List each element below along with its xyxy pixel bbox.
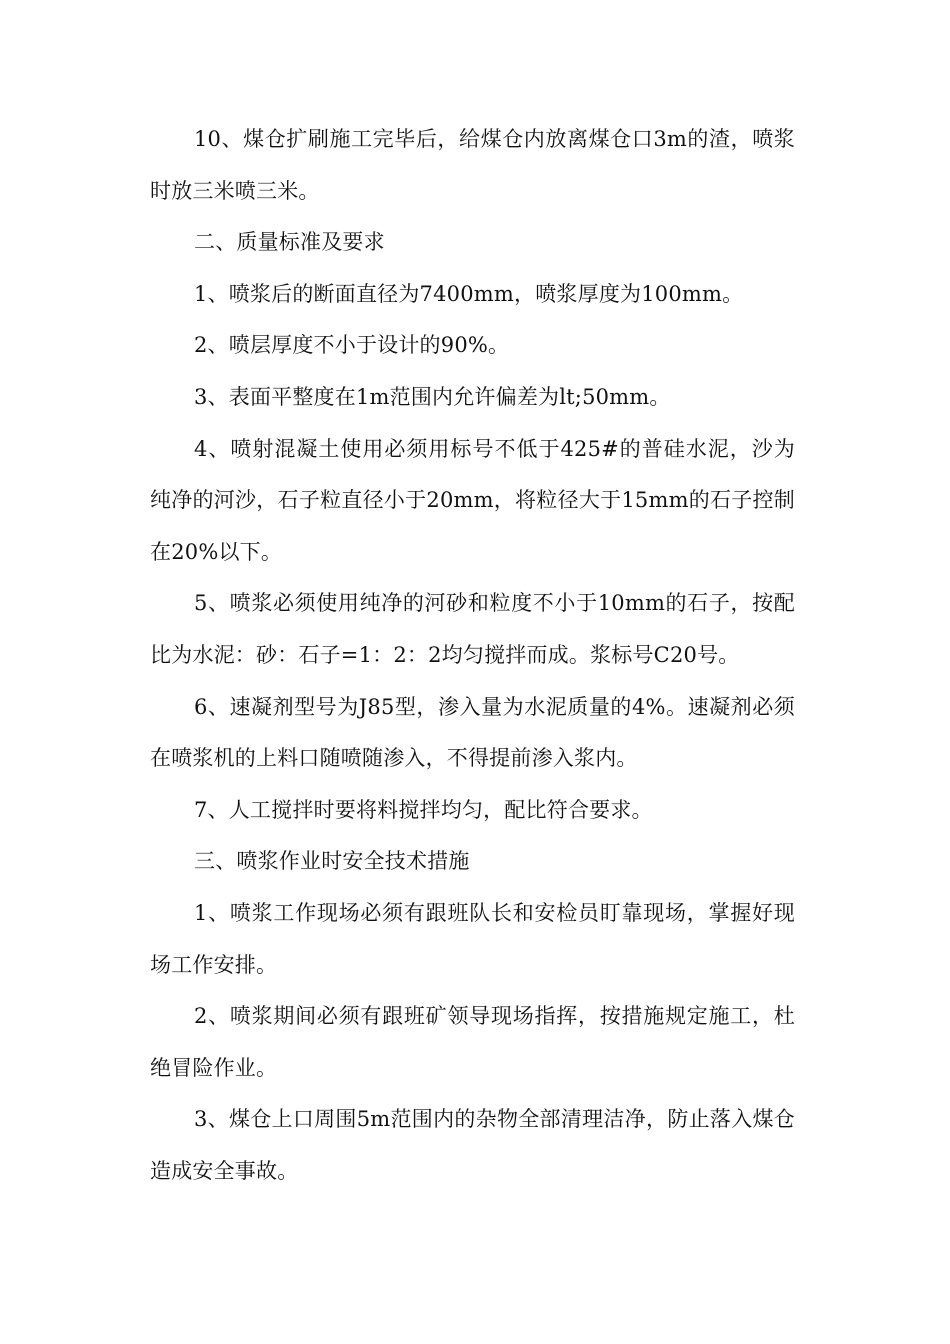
paragraph-safety-3: 3、煤仓上口周围5m范围内的杂物全部清理洁净，防止落入煤仓造成安全事故。 [150, 1107, 795, 1183]
paragraph-item-10: 10、煤仓扩刷施工完毕后，给煤仓内放离煤仓口3m的渣，喷浆时放三米喷三米。 [150, 127, 795, 203]
section-heading-quality: 二、质量标准及要求 [194, 230, 385, 255]
paragraph-quality-7: 7、人工搅拌时要将料搅拌均匀，配比符合要求。 [194, 797, 653, 822]
paragraph-quality-6: 6、速凝剂型号为J85型，渗入量为水泥质量的4%。速凝剂必须在喷浆机的上料口随喷随渗入，不得提前渗入浆内。 [150, 694, 795, 771]
paragraph-quality-1: 1、喷浆后的断面直径为7400mm，喷浆厚度为100mm。 [194, 281, 744, 306]
document-body [150, 114, 795, 1197]
paragraph-quality-5: 5、喷浆必须使用纯净的河砂和粒度不小于10mm的石子，按配比为水泥：砂：石子=1：2：2均匀搅拌而成。浆标号C20号。 [150, 591, 795, 667]
paragraph-safety-2: 2、喷浆期间必须有跟班矿领导现场指挥，按措施规定施工，杜绝冒险作业。 [150, 1004, 795, 1080]
paragraph-quality-3: 3、表面平整度在1m范围内允许偏差为lt;50mm。 [194, 384, 671, 409]
paragraph-quality-2: 2、喷层厚度不小于设计的90%。 [194, 333, 510, 358]
section-heading-safety: 三、喷浆作业时安全技术措施 [194, 849, 470, 874]
paragraph-quality-4: 4、喷射混凝土使用必须用标号不低于425#的普硅水泥，沙为纯净的河沙，石子粒直径小于20mm，将粒径大于15mm的石子控制在20%以下。 [150, 436, 795, 564]
paragraph-safety-1: 1、喷浆工作现场必须有跟班队长和安检员盯靠现场，掌握好现场工作安排。 [150, 900, 795, 977]
